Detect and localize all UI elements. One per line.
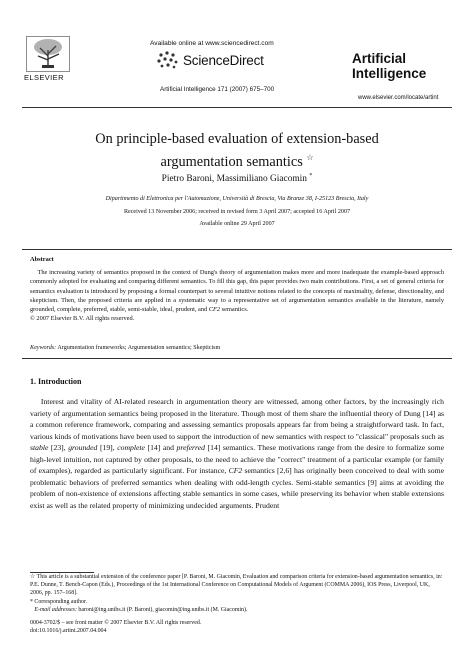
issn-text: 0004-3702/$ – see front matter © 2007 Elsevier B.V. All rights reserved. bbox=[30, 620, 202, 626]
journal-url: www.elsevier.com/locate/artint bbox=[358, 95, 439, 101]
available-online-date: Available online 29 April 2007 bbox=[199, 221, 275, 227]
footnote-conference-text: This article is a substantial extension of the conference paper [P. Baroni, M. Giacomin, Evaluation and comparison criteria for extension-based argumentation semantics, in: P.E. Dunne, T. Bench-Capon (Eds.), Proceedings of the 1st International Conference on Computational Models of Argument (COMMA 2006), IOS Press, Liverpool, UK, 2006, pp. 157–168]. bbox=[30, 574, 443, 596]
footnote-conference bbox=[30, 574, 444, 597]
intro-term-cf2: CF2 bbox=[228, 466, 243, 475]
corresponding-author-text: Corresponding author. bbox=[32, 599, 88, 605]
title-footnote-mark: ☆ bbox=[306, 152, 314, 162]
authors bbox=[40, 173, 434, 184]
keywords-list: Argumentation frameworks; Argumentation semantics; Skepticism bbox=[56, 345, 221, 351]
abstract-copyright: © 2007 Elsevier B.V. All rights reserved. bbox=[30, 315, 135, 323]
available-online-text: Available online at www.sciencedirect.com bbox=[150, 40, 274, 47]
intro-term-complete: complete bbox=[117, 443, 145, 452]
journal-reference: Artificial Intelligence 171 (2007) 675–700 bbox=[160, 86, 275, 93]
affiliation: Dipartimento di Elettronica per l'Automazione, Università di Brescia, Via Branze 38, I-25123 Brescia, Italy bbox=[105, 196, 369, 202]
footnote-corresponding bbox=[30, 599, 444, 615]
intro-text-6: semantics [2,6] has originally been conceived to deal with some problematic behaviors of preferred semantics when dealing with odd-length cycles. Semi-stable semantics [9] aims at avoiding the problem of non-existence of extensions affecting stable semantics in some cases, while preserving its behavior when stable extensions exist as well as the related property of minimizing undecided arguments. Prudent bbox=[30, 466, 444, 510]
footnote-star-mark: ☆ bbox=[30, 574, 36, 580]
article-title bbox=[40, 131, 434, 171]
intro-text-3: [19], bbox=[97, 443, 118, 452]
article-title-line2: argumentation semantics bbox=[160, 153, 303, 170]
intro-text-1: Interest and vitality of AI-related research in argumentation theory are witnessed, among other factors, by the increasingly rich variety of argumentation semantics being proposed in the literature. Though most of them share the influential theory of Dung [14] as a common reference framework, comparing and assessing semantics proposals appears far from being a straightforward task. In fact, various kinds of motivations have been used to support the introduction of new semantics with respect to "classical" proposals such as bbox=[30, 397, 444, 441]
abstract-top-rule bbox=[22, 249, 452, 250]
abstract-body bbox=[30, 268, 444, 324]
author-names: Pietro Baroni, Massimiliano Giacomin bbox=[161, 174, 307, 185]
abstract-heading: Abstract bbox=[30, 256, 54, 263]
sciencedirect-logo bbox=[155, 50, 264, 70]
article-history: Received 13 November 2006; received in revised form 3 April 2007; accepted 16 April 2007 bbox=[123, 209, 351, 215]
abstract-text-end: semantics. bbox=[220, 306, 249, 314]
email-label: E-mail addresses: bbox=[34, 606, 77, 613]
keywords bbox=[30, 345, 444, 351]
intro-term-grounded: grounded bbox=[68, 443, 98, 452]
abstract-cf2: CF2 bbox=[208, 306, 221, 314]
email-addresses: baroni@ing.unibs.it (P. Baroni), giacomin@ing.unibs.it (M. Giacomin). bbox=[76, 606, 248, 613]
intro-text-5: [14] semantics. These motivations range from the desire to formalize some high-level intuition, not captured by other proposals, to the need to achieve the "correct" treatment of a particular example (or family of examples), regarded as particularly significant. For instance, bbox=[30, 443, 444, 475]
elsevier-tree-logo-icon bbox=[26, 36, 70, 72]
header-rule bbox=[22, 107, 452, 108]
journal-title-line2: Intelligence bbox=[352, 66, 427, 81]
sciencedirect-name: ScienceDirect bbox=[183, 52, 264, 68]
journal-title-line1: Artificial bbox=[352, 51, 407, 66]
section-heading-introduction: 1. Introduction bbox=[30, 377, 82, 386]
intro-term-preferred: preferred bbox=[176, 443, 205, 452]
corresponding-author-mark: * bbox=[309, 173, 313, 179]
keywords-label: Keywords: bbox=[30, 345, 57, 351]
journal-title bbox=[352, 51, 426, 81]
abstract-text: The increasing variety of semantics proposed in the context of Dung's theory of argumentation makes more and more inadequate the example-based approach commonly adopted for evaluating and comparing different semantics. To fill this gap, this paper provides two main contributions. First, a set of general criteria for semantics evaluation is introduced by proposing a formal counterpart to several intuitive notions related to the concepts of maximality, defense, directionality, and skepticism. Then, the proposed criteria are applied in a systematic way to a representative set of argumentation semantics available in the literature, namely grounded, complete, preferred, stable, semi-stable, ideal, prudent, and bbox=[30, 269, 444, 314]
introduction-body bbox=[30, 396, 444, 511]
doi-text: doi:10.1016/j.artint.2007.04.004 bbox=[30, 627, 107, 634]
intro-term-stable: stable bbox=[30, 443, 49, 452]
publisher-name: ELSEVIER bbox=[24, 73, 64, 82]
abstract-bottom-rule bbox=[22, 358, 452, 359]
footnote-asterisk-mark: * bbox=[30, 599, 33, 605]
sciencedirect-dots-icon bbox=[155, 50, 179, 70]
intro-text-4: [14] and bbox=[144, 443, 177, 452]
issn-doi bbox=[30, 620, 201, 635]
intro-text-2: [23], bbox=[48, 443, 69, 452]
footnote-rule bbox=[30, 572, 94, 573]
article-title-line1: On principle-based evaluation of extension-based bbox=[95, 131, 379, 147]
